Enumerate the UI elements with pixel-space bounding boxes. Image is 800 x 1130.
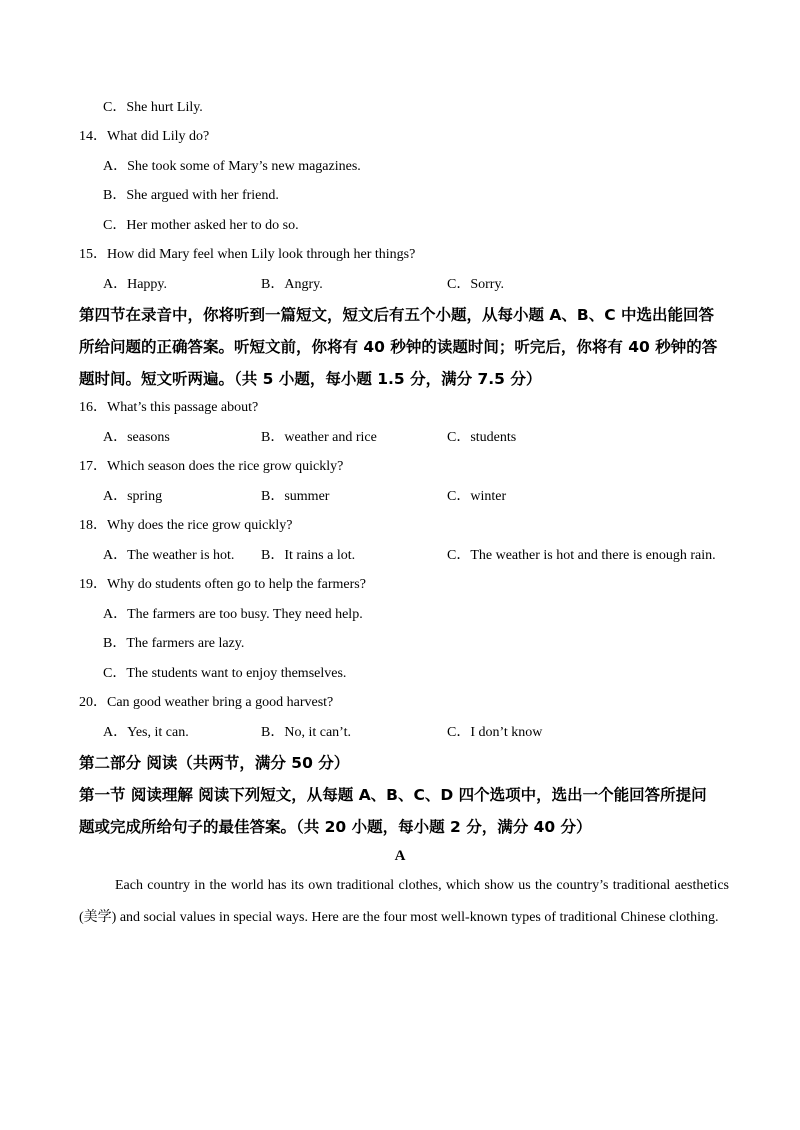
section4-instructions-line3: 题时间。短文听两遍。（共 5 小题，每小题 1.5 分，满分 7.5 分） [79, 370, 542, 388]
q18-option-c: C．The weather is hot and there is enough rain. [447, 548, 716, 563]
q20-option-a: A．Yes, it can. [103, 725, 189, 740]
q14-stem: 14．What did Lily do? [79, 129, 210, 144]
passage-a-text: Each country in the world has its own traditional clothes, which show us the country’s traditional aesthetics (美学) and social values in special ways. Here are the four most well-known types of traditional Chinese clothing. [79, 878, 729, 925]
q15-stem: 15．How did Mary feel when Lily look through her things? [79, 247, 416, 262]
q17-stem: 17．Which season does the rice grow quickly? [79, 459, 344, 474]
q17-option-a: A．spring [103, 489, 163, 504]
section1-instructions-line2: 题或完成所给句子的最佳答案。（共 20 小题，每小题 2 分，满分 40 分） [79, 818, 592, 836]
q19-stem: 19．Why do students often go to help the farmers? [79, 577, 366, 592]
q18-stem: 18．Why does the rice grow quickly? [79, 518, 293, 533]
q18-option-a: A．The weather is hot. [103, 548, 235, 563]
passage-a-label: A [394, 848, 406, 864]
q17-option-c: C．winter [447, 489, 507, 504]
section1-instructions-line1: 第一节 阅读理解 阅读下列短文，从每题 A、B、C、D 四个选项中，选出一个能回答所提问 [79, 786, 707, 804]
q20-option-c: C．I don’t know [447, 725, 543, 740]
part2-heading: 第二部分 阅读（共两节，满分 50 分） [79, 754, 350, 772]
q15-option-b: B．Angry. [261, 277, 323, 292]
q17-option-b: B．summer [261, 489, 330, 504]
q19-option-a: A．The farmers are too busy. They need help. [103, 607, 363, 622]
q19-option-b: B．The farmers are lazy. [103, 636, 245, 651]
section4-instructions-line2: 所给问题的正确答案。听短文前，你将有 40 秒钟的读题时间；听完后，你将有 40 秒钟的答 [79, 338, 718, 356]
q19-option-c: C．The students want to enjoy themselves. [103, 666, 347, 681]
q20-option-b: B．No, it can’t. [261, 725, 351, 740]
q13-option-c: C．She hurt Lily. [103, 100, 203, 115]
q16-stem: 16．What’s this passage about? [79, 400, 259, 415]
q18-option-b: B．It rains a lot. [261, 548, 356, 563]
q14-option-b: B．She argued with her friend. [103, 188, 279, 203]
q20-stem: 20．Can good weather bring a good harvest? [79, 695, 334, 710]
q16-option-b: B．weather and rice [261, 430, 377, 445]
q16-option-c: C．students [447, 430, 517, 445]
q16-option-a: A．seasons [103, 430, 170, 445]
q14-option-c: C．Her mother asked her to do so. [103, 218, 299, 233]
q15-option-c: C．Sorry. [447, 277, 505, 292]
passage-a-paragraph [79, 870, 729, 934]
q14-option-a: A．She took some of Mary’s new magazines. [103, 159, 361, 174]
q15-option-a: A．Happy. [103, 277, 168, 292]
section4-instructions-line1: 第四节在录音中，你将听到一篇短文，短文后有五个小题，从每小题 A、B、C 中选出能回答 [79, 306, 714, 324]
